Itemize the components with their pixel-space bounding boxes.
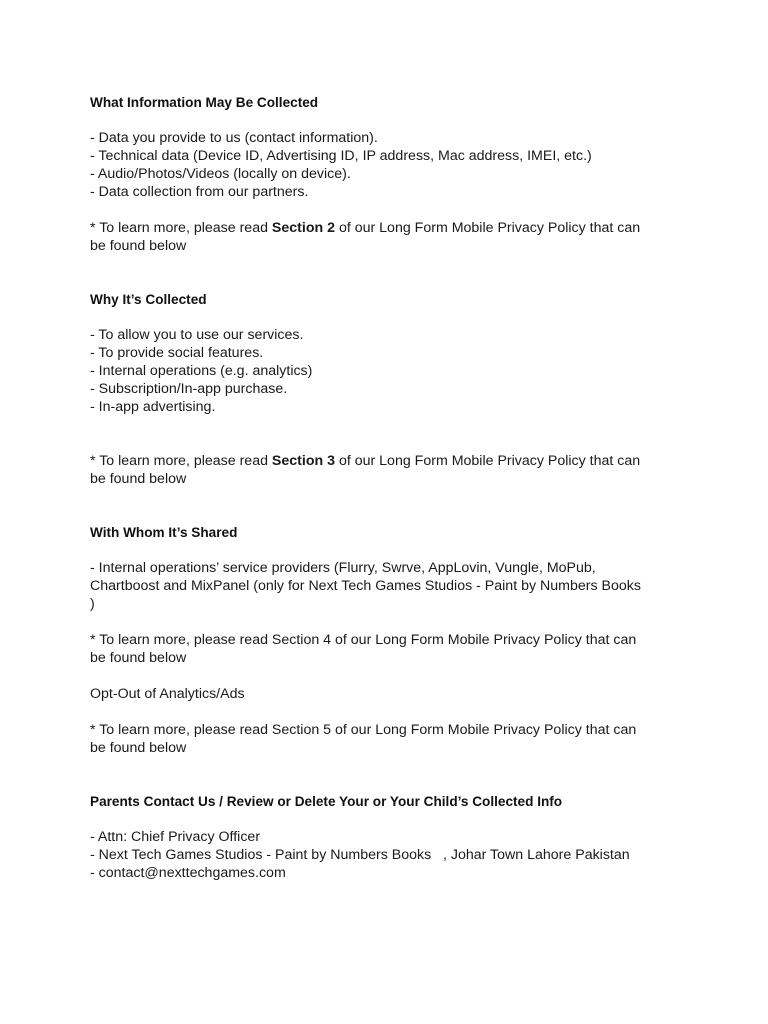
list-item: - Audio/Photos/Videos (locally on device). bbox=[90, 166, 351, 182]
learn-more-note bbox=[90, 452, 688, 470]
contact-email: - contact@nexttechgames.com bbox=[90, 865, 286, 881]
note-continuation: be found below bbox=[90, 238, 187, 254]
note-continuation: be found below bbox=[90, 471, 187, 487]
list-item: - Technical data (Device ID, Advertising ID, IP address, Mac address, IMEI, etc.) bbox=[90, 148, 592, 164]
section-parents-contact bbox=[90, 793, 688, 882]
list-item: ) bbox=[90, 596, 95, 612]
note-text: * To learn more, please read bbox=[90, 220, 272, 236]
list-item: - Attn: Chief Privacy Officer bbox=[90, 829, 261, 845]
note-continuation: be found below bbox=[90, 740, 187, 756]
list-item: - In-app advertising. bbox=[90, 399, 216, 415]
list-item: - Internal operations (e.g. analytics) bbox=[90, 363, 313, 379]
section-heading: What Information May Be Collected bbox=[90, 95, 319, 110]
section-reference: Section 2 bbox=[271, 220, 335, 236]
section-heading-plain: Opt-Out of Analytics/Ads bbox=[90, 686, 245, 702]
list-item: Chartboost and MixPanel (only for Next Tech Games Studios - Paint by Numbers Books bbox=[90, 578, 641, 594]
note-text: of our Long Form Mobile Privacy Policy that can bbox=[335, 453, 641, 469]
learn-more-note: * To learn more, please read Section 5 of our Long Form Mobile Privacy Policy that can bbox=[90, 722, 637, 738]
section-with-whom-shared bbox=[90, 524, 688, 667]
note-text: * To learn more, please read bbox=[90, 453, 272, 469]
learn-more-note: * To learn more, please read Section 4 of our Long Form Mobile Privacy Policy that can bbox=[90, 632, 637, 648]
list-item: - Data you provide to us (contact information). bbox=[90, 130, 378, 146]
list-item: - To allow you to use our services. bbox=[90, 327, 304, 343]
section-why-collected bbox=[90, 291, 688, 488]
learn-more-note bbox=[90, 219, 688, 237]
list-item: - Subscription/In-app purchase. bbox=[90, 381, 288, 397]
list-item: - Next Tech Games Studios - Paint by Numbers Books , Johar Town Lahore Pakistan bbox=[90, 847, 630, 863]
note-continuation: be found below bbox=[90, 650, 187, 666]
section-what-collected bbox=[90, 94, 688, 255]
list-item: - Internal operations’ service providers (Flurry, Swrve, AppLovin, Vungle, MoPub, bbox=[90, 560, 596, 576]
section-heading: Parents Contact Us / Review or Delete Your or Your Child’s Collected Info bbox=[90, 794, 563, 809]
list-item: - To provide social features. bbox=[90, 345, 264, 361]
list-item: - Data collection from our partners. bbox=[90, 184, 309, 200]
section-reference: Section 3 bbox=[271, 453, 335, 469]
section-heading: Why It’s Collected bbox=[90, 292, 207, 307]
section-heading: With Whom It’s Shared bbox=[90, 525, 238, 540]
section-opt-out bbox=[90, 685, 688, 757]
note-text: of our Long Form Mobile Privacy Policy that can bbox=[335, 220, 641, 236]
